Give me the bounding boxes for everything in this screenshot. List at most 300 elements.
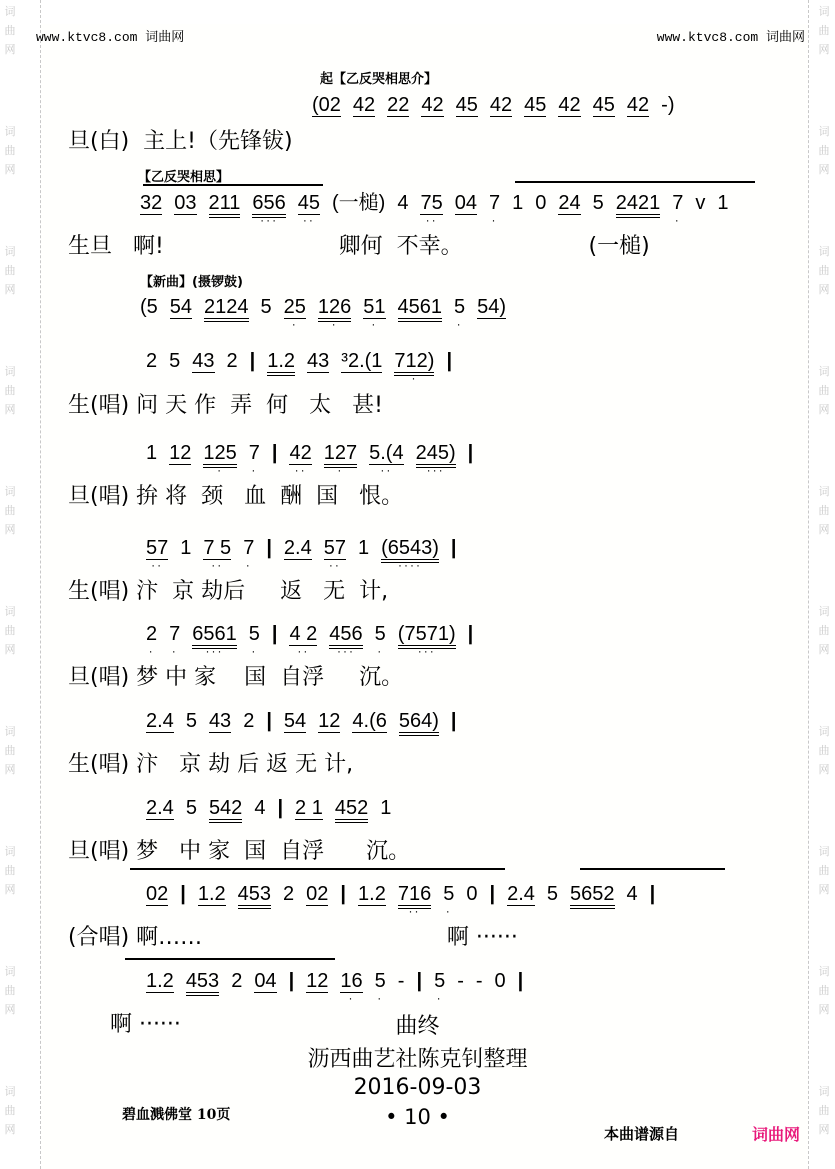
note-text: | xyxy=(517,970,524,992)
note-group xyxy=(380,797,391,819)
note-text: 5 xyxy=(185,710,197,732)
note-group xyxy=(512,192,523,214)
note-group xyxy=(332,192,385,214)
note-group xyxy=(476,970,483,992)
book-page: 碧血溅佛堂 10页 xyxy=(122,1107,231,1123)
note-text: 1 xyxy=(357,537,370,559)
note-text: 1 xyxy=(146,442,158,464)
note-text: (一槌) xyxy=(332,192,386,214)
barline xyxy=(446,350,452,372)
note-text: 24 xyxy=(558,192,581,214)
note-text: 54 xyxy=(169,296,193,318)
low-octave-dots: ·· xyxy=(294,463,307,477)
end-marker: 曲终 xyxy=(395,1014,440,1039)
low-octave-dots: ·· xyxy=(408,904,421,918)
note-group xyxy=(507,883,535,906)
note-text: 42 xyxy=(289,442,312,464)
barline xyxy=(266,710,272,732)
page-number: • 10 • xyxy=(385,1105,450,1129)
note-text: - xyxy=(457,970,464,992)
low-octave-dots: · xyxy=(491,213,498,227)
note-text: 5 xyxy=(546,883,559,905)
note-group xyxy=(180,537,191,559)
note-group xyxy=(306,970,328,993)
low-octave-dots: ··· xyxy=(205,644,224,658)
note-group xyxy=(261,296,272,318)
note-text: 125 xyxy=(203,442,237,464)
note-text: 4 xyxy=(254,797,266,819)
note-text: | xyxy=(266,537,272,559)
barline xyxy=(340,883,346,905)
watermark: 词 曲 网 xyxy=(818,845,830,896)
watermark: 词 曲 网 xyxy=(4,965,16,1016)
note-text: 45 xyxy=(524,94,547,116)
note-text: 1 xyxy=(512,192,524,214)
note-text: 5 xyxy=(260,296,272,318)
low-octave-dots: ··· xyxy=(336,644,355,658)
note-group xyxy=(358,883,386,906)
note-text: 16 xyxy=(340,970,363,992)
note-text: 7 xyxy=(672,192,684,214)
note-group xyxy=(186,797,197,819)
note-group xyxy=(254,797,265,819)
barline xyxy=(451,710,457,732)
watermark: 词 曲 网 xyxy=(4,485,16,536)
note-group xyxy=(252,192,286,227)
section2-notation xyxy=(140,296,518,330)
low-octave-dots: ··· xyxy=(417,644,436,658)
note-text: 245) xyxy=(415,442,456,464)
watermark: 词 曲 网 xyxy=(4,845,16,896)
note-text: | xyxy=(288,970,295,992)
note-text: 2.4 xyxy=(507,883,535,905)
barline xyxy=(416,970,422,992)
note-group xyxy=(335,797,368,823)
note-text: 0 xyxy=(494,970,506,992)
note-group xyxy=(169,442,191,465)
note-group xyxy=(284,710,306,733)
note-text: (5 xyxy=(140,296,158,318)
note-group xyxy=(238,883,271,909)
barline xyxy=(250,350,256,372)
note-group xyxy=(318,710,340,733)
low-octave-dots: ··· xyxy=(260,213,279,227)
watermark: 词 曲 网 xyxy=(818,125,830,176)
barline xyxy=(272,623,278,645)
note-group xyxy=(146,442,157,464)
lyric-row: 生(唱) 汴 京 劫 后 返 无 计, xyxy=(68,752,354,777)
note-text: 2 xyxy=(243,710,255,732)
watermark: 词 曲 网 xyxy=(4,725,16,776)
low-octave-dots: · xyxy=(148,644,155,658)
note-text: | xyxy=(450,710,457,732)
watermark: 词 曲 网 xyxy=(4,125,16,176)
note-group xyxy=(312,94,341,117)
note-group xyxy=(456,94,478,117)
watermark: 词 曲 网 xyxy=(818,605,830,656)
note-group xyxy=(420,192,443,227)
note-text: 0 xyxy=(535,192,547,214)
low-octave-dots: · xyxy=(411,371,418,385)
note-text: 126 xyxy=(317,296,352,318)
note-group xyxy=(198,883,226,906)
watermark: 词 曲 网 xyxy=(4,605,16,656)
note-group xyxy=(394,350,435,385)
low-octave-dots: ···· xyxy=(398,558,422,572)
note-text: 7 xyxy=(488,192,501,214)
note-text: 1 xyxy=(180,537,192,559)
barline xyxy=(277,797,283,819)
note-text: 456 xyxy=(329,623,363,645)
note-group xyxy=(204,296,249,322)
note-text: 25 xyxy=(283,296,306,318)
note-group xyxy=(340,970,363,1005)
note-text: 6561 xyxy=(192,623,237,645)
note-text: 4 xyxy=(397,192,409,214)
note-group xyxy=(369,442,404,477)
note-text: | xyxy=(340,883,347,905)
lyric-row: 旦(唱) 梦 中 家 国 自浮 沉。 xyxy=(68,839,411,864)
note-group xyxy=(146,537,169,572)
note-text: 12 xyxy=(318,710,341,732)
intro-label: 起【乙反哭相思介】 xyxy=(320,72,438,87)
note-text: 54 xyxy=(283,710,307,732)
note-group xyxy=(593,192,604,214)
note-group xyxy=(140,296,158,318)
note-text: 5 xyxy=(374,623,386,645)
note-group xyxy=(358,537,369,559)
note-text: | xyxy=(277,797,284,819)
note-text: (6543) xyxy=(381,537,439,559)
note-text: 1.2 xyxy=(146,970,174,992)
low-octave-dots: · xyxy=(245,558,252,572)
note-text: 564) xyxy=(398,710,439,732)
note-text: | xyxy=(271,442,278,464)
watermark: 词 曲 网 xyxy=(818,485,830,536)
note-text: | xyxy=(446,350,453,372)
section1-label: 【乙反哭相思】 xyxy=(138,170,230,185)
note-group xyxy=(488,192,501,227)
note-group xyxy=(399,710,439,736)
note-group xyxy=(323,442,358,477)
date: 2016-09-03 xyxy=(353,1075,482,1100)
low-octave-dots: · xyxy=(291,317,298,331)
lyric-row: 旦(唱) 拚 将 颈 血 酬 国 恨。 xyxy=(68,484,404,509)
section2-label: 【新曲】(摄锣鼓) xyxy=(140,275,243,290)
barline xyxy=(650,883,656,905)
note-group xyxy=(661,94,674,116)
note-group xyxy=(329,623,363,658)
lyric-row: (合唱) 啊…… 啊 ······ xyxy=(68,925,518,950)
note-group xyxy=(192,350,214,373)
watermark: 词 曲 网 xyxy=(4,1085,16,1136)
note-text: 43 xyxy=(192,350,215,372)
notation-row xyxy=(146,710,469,744)
note-text: 5.(4 xyxy=(369,442,404,464)
note-group xyxy=(558,94,580,117)
note-text: 656 xyxy=(252,192,286,214)
arranger-credit: 沥西曲艺社陈克钊整理 xyxy=(307,1047,528,1072)
note-group xyxy=(352,710,386,733)
low-octave-dots: ·· xyxy=(297,644,310,658)
note-text: 1 xyxy=(380,797,392,819)
margin-line-left xyxy=(40,0,41,1169)
low-octave-dots: · xyxy=(674,213,681,227)
note-text: 54) xyxy=(477,296,507,318)
note-text: 2.4 xyxy=(146,710,174,732)
note-text: 7 5 xyxy=(203,537,232,559)
note-group xyxy=(374,970,386,1005)
note-group xyxy=(558,192,580,215)
note-group xyxy=(174,192,196,215)
note-group xyxy=(477,296,506,319)
note-group xyxy=(443,883,455,918)
low-octave-dots: · xyxy=(377,644,384,658)
header-right-site[interactable]: www.ktvc8.com 词曲网 xyxy=(656,30,805,45)
note-text: (02 xyxy=(312,94,341,116)
note-text: 211 xyxy=(208,192,241,214)
barline xyxy=(518,970,524,992)
note-group xyxy=(398,296,443,322)
note-text: 02 xyxy=(146,883,169,905)
note-group xyxy=(495,970,506,992)
note-group xyxy=(192,623,237,658)
note-group xyxy=(695,192,705,214)
phrase-slur xyxy=(515,181,755,187)
notation-row xyxy=(146,442,485,476)
note-text: 4 2 xyxy=(289,623,318,645)
low-octave-dots: ·· xyxy=(211,558,224,572)
note-group xyxy=(457,970,464,992)
note-group xyxy=(203,537,232,572)
note-group xyxy=(547,883,558,905)
note-text: 5 xyxy=(434,970,446,992)
note-group xyxy=(616,192,661,218)
note-text: 2 xyxy=(146,350,158,372)
note-text: 57 xyxy=(146,537,169,559)
barline xyxy=(468,623,474,645)
note-group xyxy=(297,192,321,227)
low-octave-dots: · xyxy=(217,463,224,477)
note-group xyxy=(353,94,375,117)
note-text: | xyxy=(249,350,256,372)
note-text: | xyxy=(266,710,272,732)
watermark: 词 曲 网 xyxy=(818,365,830,416)
note-text: 5 xyxy=(169,350,181,372)
note-group xyxy=(284,537,312,560)
note-text: 2 xyxy=(283,883,295,905)
note-group xyxy=(170,296,192,319)
low-octave-dots: · xyxy=(348,991,355,1005)
phrase-slur xyxy=(125,958,335,964)
low-octave-dots: ·· xyxy=(328,558,341,572)
note-text: 42 xyxy=(489,94,513,116)
note-text: 32 xyxy=(140,192,163,214)
note-text: 5652 xyxy=(570,883,615,905)
note-group xyxy=(209,192,241,218)
note-text: 7 xyxy=(169,623,181,645)
note-group xyxy=(283,296,306,331)
note-text: | xyxy=(416,970,423,992)
note-text: | xyxy=(467,623,474,645)
note-group xyxy=(672,192,684,227)
watermark: 词 曲 网 xyxy=(818,1085,830,1136)
note-group xyxy=(243,537,255,572)
note-group xyxy=(415,442,456,477)
note-group xyxy=(363,296,386,331)
header-left-site[interactable]: www.ktvc8.com 词曲网 xyxy=(36,30,185,45)
note-group xyxy=(398,970,405,992)
note-group xyxy=(231,970,242,992)
note-text: 45 xyxy=(455,94,478,116)
low-octave-dots: · xyxy=(331,317,338,331)
low-octave-dots: · xyxy=(445,904,452,918)
note-group xyxy=(146,623,158,658)
note-text: 12 xyxy=(169,442,192,464)
note-text: 7 xyxy=(248,442,260,464)
watermark: 词 曲 网 xyxy=(818,725,830,776)
notation-row xyxy=(146,970,535,1004)
low-octave-dots: · xyxy=(251,463,258,477)
note-text: 2.4 xyxy=(146,797,174,819)
watermark: 词 曲 网 xyxy=(4,245,16,296)
note-text: 2 xyxy=(146,623,158,645)
note-text: 12 xyxy=(306,970,329,992)
low-octave-dots: ·· xyxy=(425,213,438,227)
note-text: 5 xyxy=(443,883,455,905)
note-text: 42 xyxy=(626,94,650,116)
note-text: 04 xyxy=(254,970,277,992)
note-text: 5 xyxy=(185,797,197,819)
note-group xyxy=(146,797,174,820)
note-group xyxy=(169,623,181,658)
low-octave-dots: ·· xyxy=(151,558,164,572)
note-group xyxy=(146,883,168,906)
note-group xyxy=(146,710,174,733)
note-text: 75 xyxy=(420,192,443,214)
barline xyxy=(180,883,186,905)
low-octave-dots: · xyxy=(337,463,344,477)
note-text: 43 xyxy=(208,710,232,732)
note-text: 2421 xyxy=(615,192,661,214)
spoken-line: 旦(白) 主上!（先锋钹) xyxy=(68,129,293,154)
note-group xyxy=(289,442,312,477)
barline xyxy=(489,883,495,905)
note-text: 43 xyxy=(307,350,330,372)
barline xyxy=(468,442,474,464)
note-text: - xyxy=(397,970,405,992)
note-group xyxy=(397,192,408,214)
note-text: 2.4 xyxy=(283,537,312,559)
note-text: 2 xyxy=(231,970,243,992)
low-octave-dots: · xyxy=(251,644,258,658)
note-group xyxy=(341,350,382,373)
note-text: 452 xyxy=(334,797,369,819)
phrase-slur xyxy=(130,868,505,874)
note-text: | xyxy=(467,442,474,464)
note-text: 4 xyxy=(626,883,638,905)
barline xyxy=(451,537,457,559)
note-group xyxy=(466,883,477,905)
note-group xyxy=(209,797,242,823)
phrase-slur xyxy=(143,184,323,190)
note-text: | xyxy=(649,883,656,905)
note-text: 5 xyxy=(592,192,604,214)
note-text: 42 xyxy=(421,94,444,116)
note-text: 1 xyxy=(717,192,729,214)
low-octave-dots: · xyxy=(171,644,178,658)
note-group xyxy=(248,623,260,658)
note-text: 45 xyxy=(592,94,615,116)
note-text: 4561 xyxy=(397,296,443,318)
note-group xyxy=(434,970,446,1005)
barline xyxy=(272,442,278,464)
note-group xyxy=(203,442,237,477)
note-group xyxy=(146,970,174,993)
note-text: 02 xyxy=(306,883,329,905)
note-group xyxy=(570,883,615,909)
note-group xyxy=(717,192,728,214)
note-text: | xyxy=(180,883,186,905)
note-group xyxy=(323,537,346,572)
note-text: 127 xyxy=(323,442,358,464)
note-group xyxy=(524,94,546,117)
lyric-row: 生(唱) 问 天 作 弄 何 太 甚! xyxy=(68,393,383,418)
watermark: 词 曲 网 xyxy=(818,5,830,56)
note-group xyxy=(243,710,254,732)
note-text: 1.2 xyxy=(358,883,386,905)
note-text: 03 xyxy=(174,192,197,214)
note-group xyxy=(248,442,260,477)
note-group xyxy=(267,350,295,376)
notation-row xyxy=(146,797,403,831)
note-group xyxy=(307,350,329,373)
low-octave-dots: · xyxy=(456,317,463,331)
note-group xyxy=(397,883,432,918)
note-group xyxy=(146,350,157,372)
watermark: 词 曲 网 xyxy=(818,965,830,1016)
phrase-slur xyxy=(580,868,725,874)
note-group xyxy=(283,883,294,905)
note-group xyxy=(397,623,456,658)
note-group xyxy=(186,710,197,732)
note-text: 716 xyxy=(397,883,432,905)
note-text: 5 xyxy=(374,970,386,992)
note-text: 5 xyxy=(454,296,466,318)
notation-row xyxy=(146,883,667,917)
note-group xyxy=(374,623,386,658)
low-octave-dots: · xyxy=(436,991,443,1005)
note-group xyxy=(627,883,638,905)
note-text: (7571) xyxy=(397,623,456,645)
low-octave-dots: ·· xyxy=(380,463,393,477)
note-text: 51 xyxy=(363,296,386,318)
source-site-link[interactable]: 词曲网 xyxy=(752,1125,801,1144)
source-label: 本曲谱源自 xyxy=(604,1125,680,1143)
note-text: 4.(6 xyxy=(352,710,387,732)
notation-row xyxy=(146,537,469,571)
barline xyxy=(266,537,272,559)
note-group xyxy=(209,710,231,733)
section1-lyric: 生旦 啊! 卿何 不幸。 (一槌) xyxy=(68,234,650,259)
note-text: 5 xyxy=(248,623,260,645)
note-text: 453 xyxy=(185,970,220,992)
lyric-row: 旦(唱) 梦 中 家 国 自浮 沉。 xyxy=(68,665,404,690)
note-text: 42 xyxy=(352,94,376,116)
low-octave-dots: · xyxy=(377,991,384,1005)
low-octave-dots: · xyxy=(371,317,378,331)
note-text: ³2.(1 xyxy=(341,350,383,372)
